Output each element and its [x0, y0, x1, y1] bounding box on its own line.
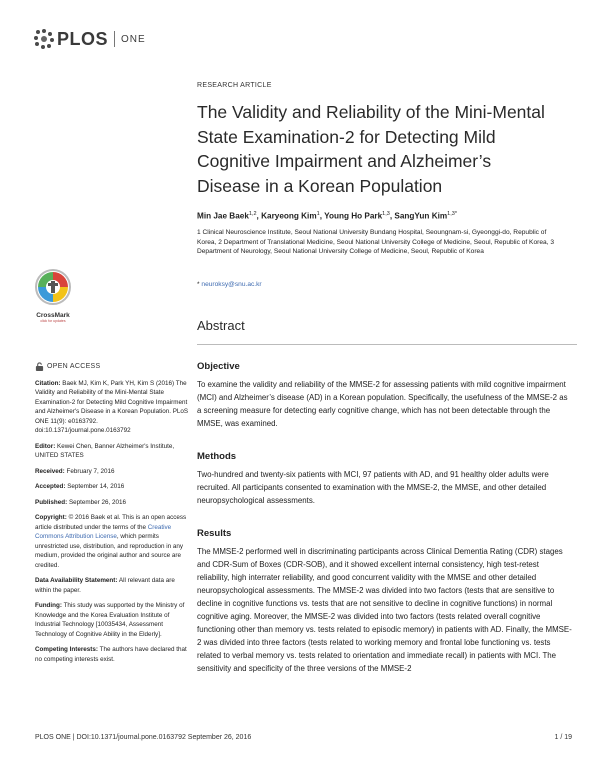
crossmark-badge[interactable] — [33, 268, 73, 323]
results-heading: Results — [197, 528, 232, 539]
article-type: RESEARCH ARTICLE — [197, 82, 272, 89]
page-footer — [35, 734, 572, 741]
data-availability-block — [35, 576, 190, 595]
plos-logo-text: PLOS — [57, 28, 109, 49]
corresponding-email — [197, 281, 577, 288]
citation-label: Citation: — [35, 379, 61, 387]
citation-block — [35, 379, 190, 436]
affiliations: 1 Clinical Neuroscience Institute, Seoul National University Bundang Hospital, Seoungnam-si, Gyeonggi-do, Republic of Korea, 2 Department of Translational Medicine, Seoul National University College of Medicine, Seoul, Republic of Korea, 3 Department of Neurology, Seoul National University College of Medicine, Seoul, Republic of Korea — [197, 229, 554, 256]
citation-text: Baek MJ, Kim K, Park YH, Kim S (2016) The Validity and Reliability of the Mini-Mental State Examination-2 for Detecting Mild Cognitive Impairment and Alzheimer's Disease in a Korean Population. PLoS ONE 11(9): e0163792. doi:10.1371/journal.pone.0163792 — [35, 379, 189, 434]
author-affiliation-sup: 1,3 — [382, 211, 390, 217]
logo-divider — [114, 31, 115, 47]
competing-interests-block — [35, 645, 190, 664]
funding-label: Funding: — [35, 602, 62, 609]
open-access-label: OPEN ACCESS — [47, 363, 101, 370]
accepted-block — [35, 482, 190, 492]
editor-label: Editor: — [35, 442, 56, 450]
author-affiliation-sup: 1 — [316, 211, 320, 217]
received-label: Received: — [35, 467, 65, 475]
email-marker: * — [197, 281, 200, 288]
author-name[interactable]: Min Jae Baek — [197, 211, 249, 221]
data-availability-text: All relevant data are within the paper. — [35, 577, 175, 594]
received-date: February 7, 2016 — [66, 467, 115, 475]
received-block — [35, 467, 190, 477]
footer-doi: PLOS ONE | DOI:10.1371/journal.pone.0163792 September 26, 2016 — [35, 734, 252, 741]
cc-license-link[interactable]: Creative Commons Attribution License — [35, 523, 172, 540]
objective-heading: Objective — [197, 361, 240, 372]
crossmark-label: CrossMark — [36, 312, 70, 319]
competing-interests-text: The authors have declared that no competing interests exist. — [35, 646, 187, 663]
email-link[interactable]: neuroksy@snu.ac.kr — [201, 281, 262, 288]
competing-interests-label: Competing Interests: — [35, 646, 98, 653]
copyright-block — [35, 513, 190, 570]
editor-text: Kewei Chen, Banner Alzheimer's Institute, UNITED STATES — [35, 442, 175, 459]
plos-logo-icon — [34, 29, 54, 49]
copyright-label: Copyright: — [35, 514, 67, 521]
plos-logo[interactable] — [34, 27, 146, 51]
abstract-heading: Abstract — [197, 318, 245, 333]
open-lock-icon — [35, 362, 44, 371]
author-name[interactable]: Young Ho Park — [324, 211, 383, 221]
funding-text: This study was supported by the Ministry of Knowledge and the Korea Evaluation Institute of Industrial Technology [10035434, Assessment Technology of Cognitive Ability in the Elderly]. — [35, 602, 185, 638]
author-affiliation-sup: 1,2 — [248, 211, 257, 217]
copyright-text-1: © 2016 Baek et al. This is an open access article distributed under the terms of the — [35, 514, 187, 531]
article-title: The Validity and Reliability of the Mini-Mental State Examination-2 for Detecting Mild Cognitive Impairment and Alzheimer’s Disease in a Korean Population — [197, 102, 545, 196]
accepted-label: Accepted: — [35, 483, 66, 490]
data-availability-label: Data Availability Statement: — [35, 577, 118, 584]
objective-text: To examine the validity and reliability of the MMSE-2 for assessing patients with mild cognitive impairment (MCI) and Alzheimer’s disease (AD) in a Korean population. Specifically, the usefulness of the MMSE-2 as a screening measure for detecting early cognitive change, which has not been detectable through the MMSE, was examined. — [197, 380, 568, 428]
author-affiliation-sup: 1,3* — [447, 211, 457, 217]
author-name[interactable]: Karyeong Kim — [261, 211, 317, 221]
abstract-divider — [197, 344, 577, 345]
methods-heading: Methods — [197, 451, 237, 462]
published-label: Published: — [35, 498, 68, 506]
article-info-sidebar — [35, 362, 190, 670]
author-name[interactable]: SangYun Kim — [394, 211, 448, 221]
open-access-badge — [35, 362, 190, 372]
journal-name: ONE — [121, 33, 146, 45]
results-text: The MMSE-2 performed well in discriminating participants across Clinical Dementia Rating (CDR) stages and CDR-Sum of Boxes (CDR-SOB), and it showed excellent internal consistency, high test-retest reliability, high interrater reliability, and good concurrent validity with the MMSE and other detailed neuropsychological assessments. The MMSE-2 was divided into two factors (tests that are sensitive to decline in cognitive functions vs. tests that are not sensitive to decline in cognitive functions) in normal cognitive aging. Moreover, the MMSE-2 was divided into two factors (tests related overall cognitive functioning other than memory vs. tests related to episodic memory) in patients with AD. Finally, the MMSE-2 was divided into three factors (tests related to working memory and frontal lobe functioning vs. tests related to verbal memory vs. tests related to orientation and immediate recall) in patients with MCI. The sensitivity and specificity of the three versions of the MMSE-2 — [197, 547, 572, 673]
accepted-date: September 14, 2016 — [67, 483, 125, 490]
page-number: 1 / 19 — [554, 734, 572, 741]
published-date: September 26, 2016 — [68, 498, 126, 506]
author-list: Min Jae Baek$^{1,2}$, Karyeong Kim$^1$, Young Ho Park$^{1,3}$, SangYun Kim$^{1,3*}$ — [197, 211, 457, 221]
published-block — [35, 498, 190, 508]
methods-text: Two-hundred and twenty-six patients with MCI, 97 patients with AD, and 91 healthy older adults were recruited. All participants consented to examination with the MMSE-2, the MMSE, and other detailed neuropsychological assessments. — [197, 470, 549, 505]
copyright-text-2: , which permits unrestricted use, distribution, and reproduction in any medium, provided the original author and source are credited. — [35, 533, 184, 569]
editor-block — [35, 442, 190, 461]
funding-block — [35, 601, 190, 639]
crossmark-icon — [34, 268, 72, 306]
crossmark-sub: click for updates — [40, 319, 66, 323]
